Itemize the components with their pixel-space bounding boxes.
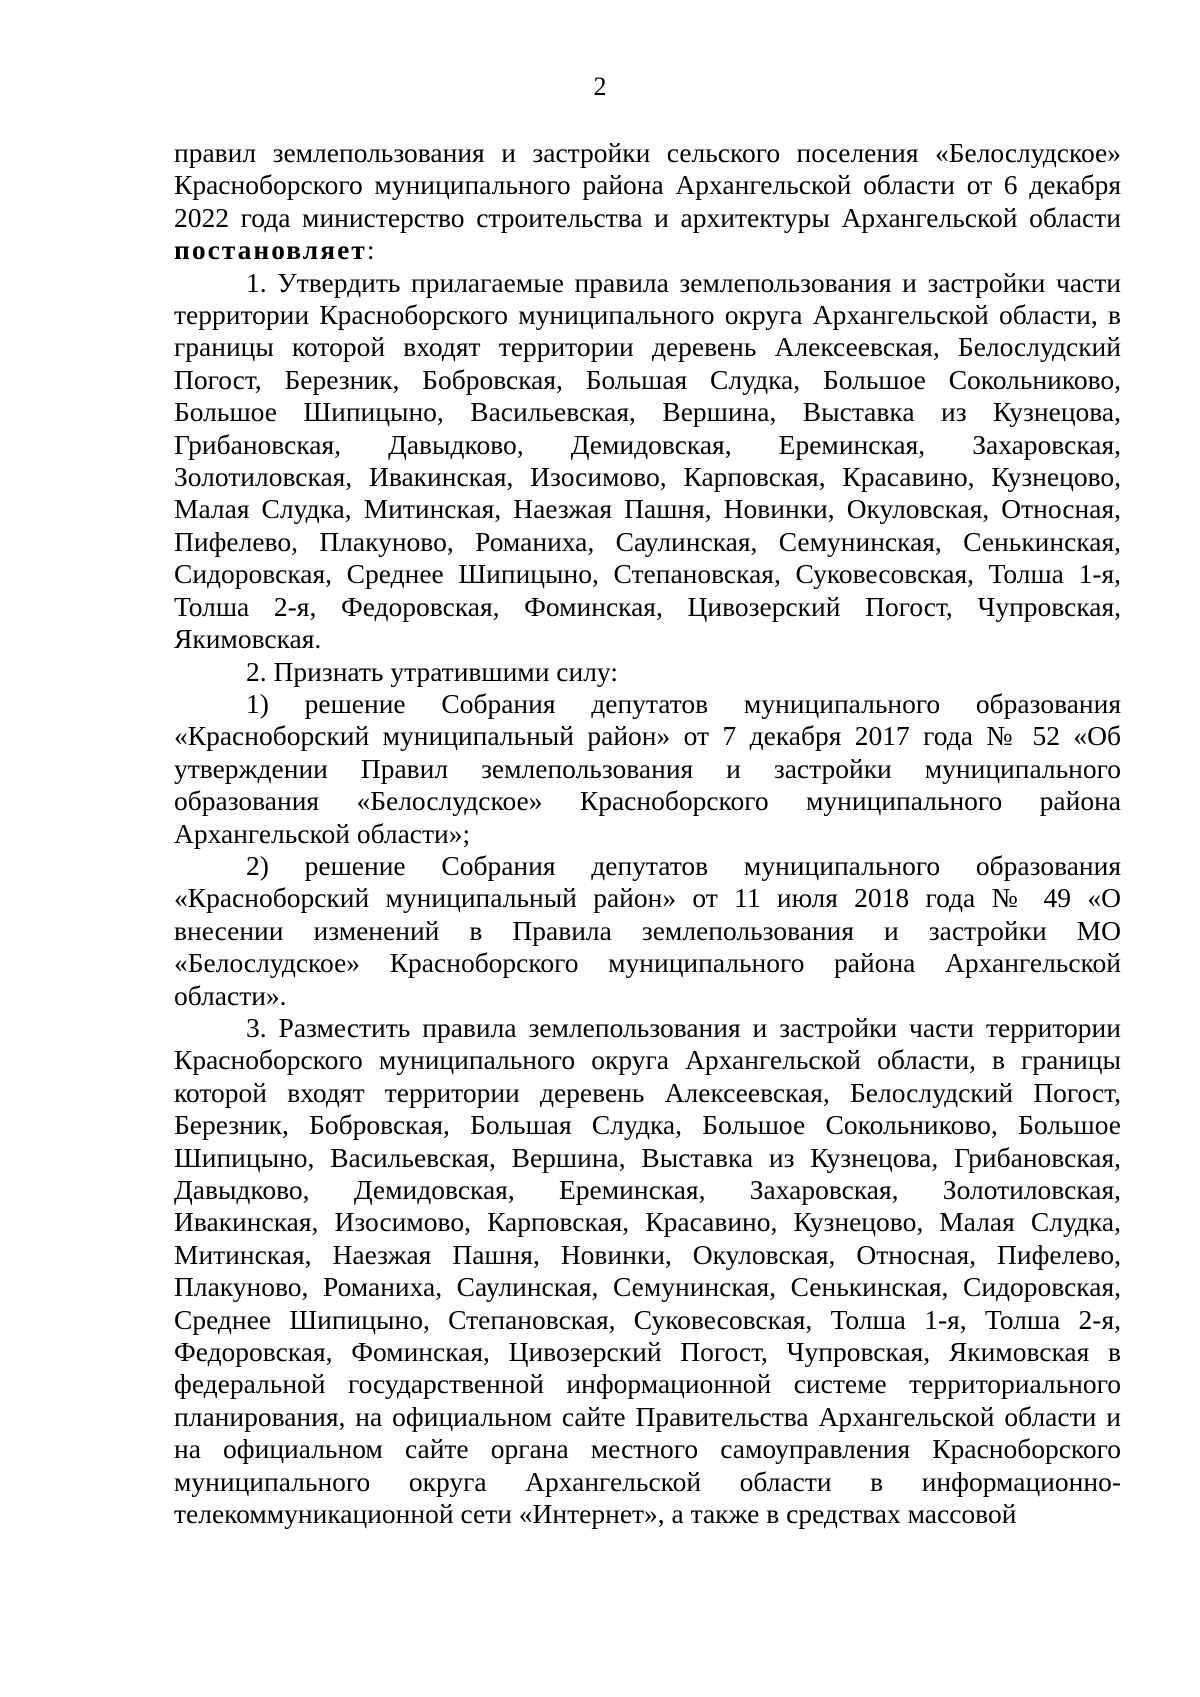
paragraph-3-publish: 3. Разместить правила землепользования и застройки части территории Красноборского муниципального округа Архангельской области, в границы которой входят территории деревень Алексеевская, Белослудский Погост, Березник, Бобровская, Большая Слудка, Большое Сокольниково, Большое Шипицыно, Васильевская, Вершина, Выставка из Кузнецова, Грибановская, Давыдково, Демидовская, Ереминская, Захаровская, Золотиловская, Ивакинская, Изосимово, Карповская, Красавино, Кузнецово, Малая Слудка, Митинская, Наезжая Пашня, Новинки, Окуловская, Относная, Пифелево, Плакуново, Романиха, Саулинская, Семунинская, Сенькинская, Сидоровская, Среднее Шипицыно, Степановская, Суковесовская, Толша 1-я, Толша 2-я, Федоровская, Фоминская, Цивозерский Погост, Чупровская, Якимовская в федеральной государственной информационной системе территориального планирования, на официальном сайте Правительства Архангельской области и на официальном сайте органа местного самоуправления Красноборского муниципального округа Архангельской области в информационно-телекоммуникационной сети «Интернет», а также в средствах массовой <box>174 1011 1121 1530</box>
paragraph-2-item-1: 1) решение Собрания депутатов муниципального образования «Красноборский муниципальный район» от 7 декабря 2017 года № 52 «Об утверждении Правил землепользования и застройки муниципального образования «Белослудское» Красноборского муниципального района Архангельской области»; <box>174 687 1121 849</box>
paragraph-2-item-2: 2) решение Собрания депутатов муниципального образования «Красноборский муниципальный район» от 11 июля 2018 года № 49 «О внесении изменений в Правила землепользования и застройки МО «Белослудское» Красноборского муниципального района Архангельской области». <box>174 849 1121 1011</box>
document-body <box>174 137 1121 1530</box>
paragraph-1-approve-rules: 1. Утвердить прилагаемые правила землепользования и застройки части территории Красноборского муниципального округа Архангельской области, в границы которой входят территории деревень Алексеевская, Белослудский Погост, Березник, Бобровская, Большая Слудка, Большое Сокольниково, Большое Шипицыно, Васильевская, Вершина, Выставка из Кузнецова, Грибановская, Давыдково, Демидовская, Ереминская, Захаровская, Золотиловская, Ивакинская, Изосимово, Карповская, Красавино, Кузнецово, Малая Слудка, Митинская, Наезжая Пашня, Новинки, Окуловская, Относная, Пифелево, Плакуново, Романиха, Саулинская, Семунинская, Сенькинская, Сидоровская, Среднее Шипицыно, Степановская, Суковесовская, Толша 1-я, Толша 2-я, Федоровская, Фоминская, Цивозерский Погост, Чупровская, Якимовская. <box>174 266 1121 655</box>
page-number: 2 <box>593 72 607 101</box>
intro-paragraph <box>174 137 1121 267</box>
paragraph-2-repeal: 2. Признать утратившими силу: <box>246 655 618 687</box>
intro-text: правил землепользования и застройки сельского поселения «Белослудское» Красноборского муниципального района Архангельской области от 6 декабря 2022 года министерство строительства и архитектуры Архангельской области <box>174 137 1121 233</box>
decree-word: постановляет <box>174 234 367 266</box>
intro-suffix: : <box>366 234 375 266</box>
